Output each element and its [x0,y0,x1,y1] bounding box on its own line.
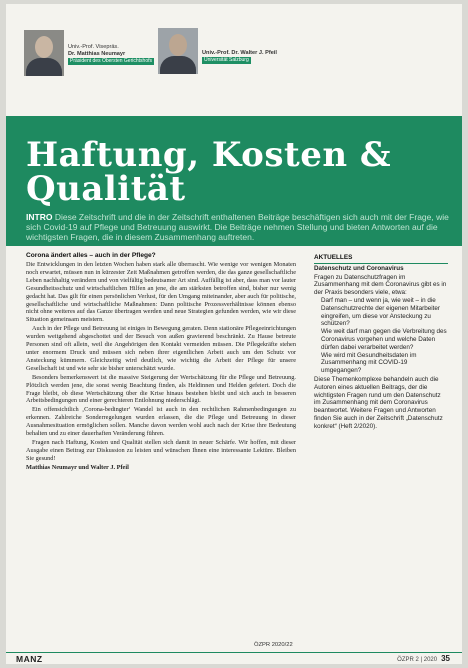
article-heading: Corona ändert alles – auch in der Pflege? [26,252,156,259]
page-number: 35 [441,654,450,663]
sidebar-box [314,254,448,616]
sidebar-bullet: • Wie wird mit Gesundheitsdaten im Zusammenhang mit COVID-19 umgegangen? [321,352,448,375]
author-photo-pfeil [158,28,198,74]
article-paragraph: Fragen nach Haftung, Kosten und Qualität stellen sich damit in neuer Schärfe. Wir hoffen, mit dieser Ausgabe einen Beitrag zur Diskussion zu leisten und wünschen Ihnen eine interessante Lektüre. Bleiben Sie gesund! [26,438,296,462]
main-article-column [26,252,296,640]
article-reference: ÖZPR 2020/22 [254,642,293,648]
title-line-1: Haftung, Kosten & [26,135,392,175]
author-name: Univ.-Prof. Dr. Walter J. Pfeil [202,50,277,56]
journal-issue: ÖZPR 2 | 2020 [397,657,438,663]
author-name: Dr. Matthias Neumayr [68,51,126,57]
author-photo-neumayr [24,30,64,76]
intro-label: INTRO [26,212,53,222]
sidebar-bullet: • Darf man – und wenn ja, wie weit – in die Datenschutzrechte der eigenen Mitarbeiter eingreifen, um diese vor Ansteckung zu schützen? [321,297,448,328]
author-header [6,4,462,116]
intro-body: Diese Zeitschrift und die in der Zeitschrift enthaltenen Beiträge beschäftigen sich auch mit der Frage, wie sich Covid-19 auf Pflege und Betreuung auswirkt. Die Beiträge nehmen Stellung und bieten Antworten auf die wichtigsten Fragen, die in diesem Zusammenhang auftreten. [26,212,449,242]
author-caption-2 [202,50,277,64]
sidebar-bullet-list [314,297,448,375]
author-caption-1 [68,44,154,65]
page-title [26,135,392,209]
sidebar-subheading: Datenschutz und Coronavirus [314,264,404,272]
sidebar-heading: AKTUELLES [314,254,448,264]
publisher-logo: MANZ [16,654,43,664]
article-paragraph: Auch in der Pflege und Betreuung ist einiges in Bewegung geraten. Denn stationäre Pflegeeinrichtungen wurden weitgehend abgeschottet und der Besuch von außen gravierend beschränkt. Zu Hause betreute Personen sind oft allein, weil die Angehörigen den Kontakt vermeiden müssen. Die Pflegekräfte stehen unter enormem Druck und müssen sich neben ihrer eigentlichen Arbeit auch um den Schutz vor Ansteckung kümmern. Gleichzeitig wird deutlich, wie wichtig die Arbeit der Pflege für unsere Gesellschaft ist und wie sehr sie bisher unterschätzt wurde. [26,325,296,372]
author-institution: Universität Salzburg [204,57,249,63]
sidebar-body: Diese Themenkomplexe behandeln auch die Autoren eines aktuellen Beitrags, der die wichtigsten Fragen rund um den Datenschutz im Zusammenhang mit dem Coronavirus beantwortet. Weitere Fragen und Antworten finden Sie auch in der Zeitschrift „Datenschutz konkret“ (Heft 2/2020). [314,375,443,430]
author-institution: Präsident des Obersten Gerichtshofs [70,58,152,64]
article-paragraph: Die Entwicklungen in den letzten Wochen haben stark alle überrascht. Wie wenige vor wenigen Monaten noch erwartet, müssen nun in kürzester Zeit Maßnahmen getroffen werden, die das ganze gesellschaftliche Leben nachhaltig verändern und von vielfältig bedeutsamer Art sind. Auffällig ist aber, dass man vor lauter Gesundheitsschutz und wirtschaftlichen Hilfen an jene, die am stärksten betroffen sind, bisher nur wenig gedacht hat. Das gilt für einen persönlichen Verlust, für den Umgang miteinander, aber auch für politische, gesellschaftliche und wirtschaftliche Maßnahmen: Dann politische Prozessverhältnisse können ebenso nicht ohne weiteres auf das Ganze übertragen werden und neue Strategien gefunden werden, wie wir diese Situation gemeinsam meistern. [26,261,296,324]
article-paragraph: Besonders bemerkenswert ist die massive Steigerung der Wertschätzung für die Pflege und Betreuung. Plötzlich werden jene, die sonst wenig Beachtung finden, als Heldinnen und Helden gefeiert. Doch die Frage bleibt, ob diese Wertschätzung über die Krise hinaus bestehen bleibt und sich auch in besseren Arbeitsbedingungen und einer gerechteren Entlohnung niederschlägt. [26,373,296,405]
title-line-2: Qualität [26,169,186,209]
sidebar-lead: Fragen zu Datenschutzfragen im Zusammenhang mit dem Coronavirus gibt es in der Praxis besonders viele, etwa: [314,273,447,297]
magazine-page [6,4,462,664]
footer-divider [6,652,462,653]
article-signature: Matthias Neumayr und Walter J. Pfeil [26,463,129,471]
article-paragraph: Ein offensichtlich ‚Corona-bedingter‘ Wandel ist auch in den rechtlichen Rahmenbedingungen zu erkennen. Zahlreiche Sonderregelungen wurden erlassen, die die Pflege und Betreuung in dieser Ausnahmesituation ermöglichen sollen. Manche davon werden wohl auch nach der Krise ihre Bedeutung behalten und zu einer dauerhaften Veränderung führen. [26,406,296,438]
author-role: Univ.-Prof. Visepräs. [68,44,119,50]
intro-text [26,212,456,242]
page-footer [397,654,450,663]
sidebar-bullet: • Wie weit darf man gegen die Verbreitung des Coronavirus vorgehen und welche Daten dürfen dabei verarbeitet werden? [321,328,448,351]
